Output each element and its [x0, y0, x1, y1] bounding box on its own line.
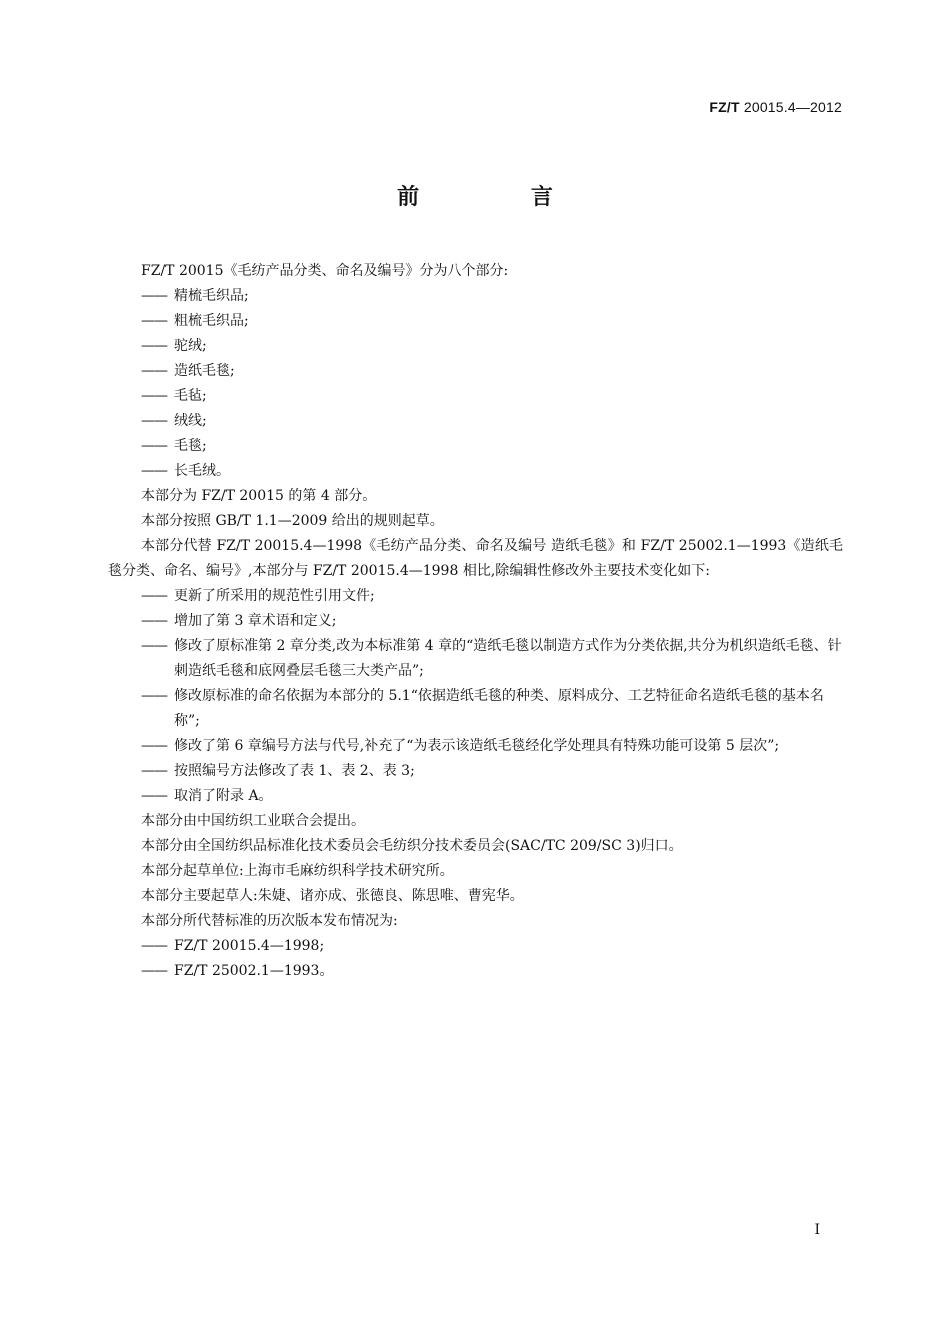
dash-marker: ——	[141, 688, 167, 704]
list-item	[108, 434, 843, 459]
list-item	[108, 584, 843, 609]
standard-code-prefix: FZ/T	[709, 99, 740, 115]
dash-marker: ——	[141, 738, 167, 754]
paragraph: 本部分由全国纺织品标准化技术委员会毛纺织分技术委员会(SAC/TC 209/SC 3)归口。	[141, 838, 683, 854]
list-item-text: 取消了附录 A。	[174, 788, 273, 804]
list-item-text: 长毛绒。	[174, 463, 230, 479]
standard-code-number: 20015.4—2012	[743, 99, 842, 115]
paragraph: 本部分由中国纺织工业联合会提出。	[141, 813, 365, 829]
dash-marker: ——	[141, 288, 167, 304]
list-item	[108, 309, 843, 334]
list-item	[108, 784, 843, 809]
paragraph: FZ/T 20015《毛纺产品分类、命名及编号》分为八个部分:	[141, 263, 509, 279]
dash-marker: ——	[141, 463, 167, 479]
list-item-text: FZ/T 25002.1—1993。	[174, 963, 334, 979]
list-item-text: 绒线;	[174, 413, 207, 429]
dash-marker: ——	[141, 413, 167, 429]
list-item	[108, 759, 843, 784]
list-item	[108, 359, 843, 384]
list-item	[108, 334, 843, 359]
page-number: I	[814, 1222, 820, 1238]
dash-marker: ——	[141, 938, 167, 954]
dash-marker: ——	[141, 963, 167, 979]
list-item-text: 毛毯;	[174, 438, 207, 454]
dash-marker: ——	[141, 788, 167, 804]
list-item	[108, 409, 843, 434]
paragraph: 本部分起草单位:上海市毛麻纺织科学技术研究所。	[141, 863, 454, 879]
list-item-text: FZ/T 20015.4—1998;	[174, 938, 325, 954]
list-item-text: 修改了第 6 章编号方法与代号,补充了“为表示该造纸毛毯经化学处理具有特殊功能可设第 5 层次”;	[174, 738, 780, 754]
paragraph: 本部分按照 GB/T 1.1—2009 给出的规则起草。	[141, 513, 444, 529]
list-item	[108, 684, 843, 734]
dash-marker: ——	[141, 438, 167, 454]
list-item-text: 按照编号方法修改了表 1、表 2、表 3;	[174, 763, 415, 779]
dash-marker: ——	[141, 613, 167, 629]
dash-marker: ——	[141, 338, 167, 354]
list-item-text: 更新了所采用的规范性引用文件;	[174, 588, 375, 604]
foreword-body	[108, 259, 843, 984]
dash-marker: ——	[141, 388, 167, 404]
paragraph: 本部分主要起草人:朱婕、诸亦成、张德良、陈思唯、曹宪华。	[141, 888, 524, 904]
list-item-text: 驼绒;	[174, 338, 207, 354]
dash-marker: ——	[141, 638, 167, 654]
dash-marker: ——	[141, 363, 167, 379]
list-item	[108, 459, 843, 484]
list-item	[108, 934, 843, 959]
dash-marker: ——	[141, 588, 167, 604]
paragraph: 本部分所代替标准的历次版本发布情况为:	[141, 913, 398, 929]
list-item-text: 修改了原标准第 2 章分类,改为本标准第 4 章的“造纸毛毯以制造方式作为分类依据,共分为机织造纸毛毯、针刺造纸毛毯和底网叠层毛毯三大类产品”;	[174, 638, 842, 679]
list-item	[108, 634, 843, 684]
dash-marker: ——	[141, 313, 167, 329]
list-item-text: 修改原标准的命名依据为本部分的 5.1“依据造纸毛毯的种类、原料成分、工艺特征命名造纸毛毯的基本名称”;	[174, 688, 824, 729]
page-title: 前 言	[397, 185, 605, 210]
list-item	[108, 609, 843, 634]
list-item-text: 造纸毛毯;	[174, 363, 235, 379]
list-item	[108, 959, 843, 984]
list-item-text: 增加了第 3 章术语和定义;	[174, 613, 337, 629]
list-item-text: 毛毡;	[174, 388, 207, 404]
dash-marker: ——	[141, 763, 167, 779]
standard-code	[709, 99, 842, 115]
list-item	[108, 734, 843, 759]
list-item	[108, 284, 843, 309]
paragraph: 本部分为 FZ/T 20015 的第 4 部分。	[141, 488, 377, 504]
list-item-text: 精梳毛织品;	[174, 288, 249, 304]
list-item-text: 粗梳毛织品;	[174, 313, 249, 329]
paragraph: 本部分代替 FZ/T 20015.4—1998《毛纺产品分类、命名及编号 造纸毛毯》和 FZ/T 25002.1—1993《造纸毛毯分类、命名、编号》,本部分与 FZ/T 20015.4—1998 相比,除编辑性修改外主要技术变化如下:	[108, 538, 843, 579]
list-item	[108, 384, 843, 409]
